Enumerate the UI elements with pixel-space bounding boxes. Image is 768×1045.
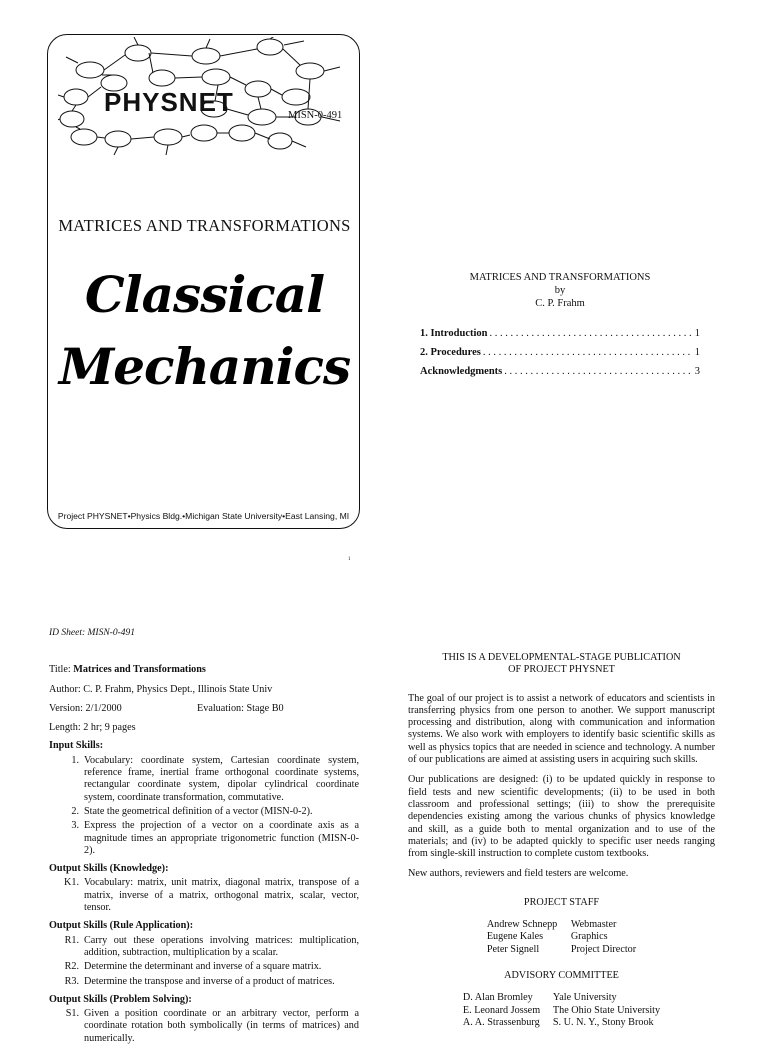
list-item (49, 806, 359, 818)
toc-entry[interactable] (420, 366, 700, 377)
item-text: Given a position coordinate or an arbitrary vector, perform a coordinate rotation both symbolically (in terms of matrices) and numerically. (84, 1008, 359, 1044)
project-staff-table (408, 919, 715, 956)
list-item (49, 820, 359, 857)
list-item (49, 755, 359, 804)
dev-paragraph-3: New authors, reviewers and field testers are welcome. (408, 868, 629, 880)
item-text: Express the projection of a vector on a coordinate axis as a magnitude times an appropriate trigonometric function (MISN-0-2). (84, 820, 359, 856)
toc-by: by (554, 285, 566, 296)
input-skills-heading-text: Input Skills (49, 740, 100, 752)
toc-leader (483, 347, 693, 358)
list-item (49, 1008, 359, 1045)
input-skills-heading: Input Skills: (49, 740, 104, 752)
id-sheet-caption: ID Sheet: MISN-0-491 (49, 628, 136, 638)
developmental-publication (408, 652, 715, 1029)
advisor-org: The Ohio State University (552, 1004, 661, 1016)
toc-entry-label: 2. Procedures (420, 347, 481, 358)
toc-entry-label: 1. Introduction (420, 328, 488, 339)
toc-leader (490, 328, 693, 339)
advisor-name: E. Leonard Jossem (462, 1004, 541, 1016)
item-text: State the geometrical definition of a vector (MISN-0-2). (84, 805, 313, 817)
staff-name: Eugene Kales (486, 931, 544, 943)
cover-card (47, 34, 360, 529)
list-item (49, 877, 359, 914)
dev-paragraph-1: The goal of our project is to assist a network of educators and scientists in transferring physics from one person to another. We support manuscript processing and distribution, along with communication and information systems. We also work with employers to identify basic scientific skills as well as physics topics that are needed in science and technology. A number of our publications are aimed at assisting users in acquiring such skills. (408, 692, 715, 766)
item-number: S1. (65, 1008, 79, 1020)
module-id: MISN-0-491 (288, 110, 343, 121)
author-line: Author: C. P. Frahm, Physics Dept., Illinois State Univ (49, 683, 273, 695)
cover-footer: Project PHYSNET•Physics Bldg.•Michigan State University•East Lansing, MI (57, 511, 350, 521)
rule-skills-heading: Output Skills (Rule Application): (49, 920, 194, 932)
item-number: R1. (64, 934, 79, 946)
staff-name: Peter Signell (486, 943, 540, 955)
advisor-name: A. A. Strassenburg (462, 1016, 540, 1028)
staff-name: Andrew Schnepp (486, 919, 558, 931)
version-line: Version: 2/1/2000 (49, 702, 122, 714)
title-label: Title: (49, 664, 74, 676)
toc-entry[interactable] (420, 347, 700, 358)
physnet-logo-text: PHYSNET (104, 87, 234, 117)
item-number: K1. (64, 877, 79, 889)
advisor-name: D. Alan Bromley (462, 992, 533, 1004)
item-number: 1. (71, 754, 79, 766)
toc-entry-page: 3 (694, 366, 700, 377)
rule-skills-heading-text: Output Skills (Rule Application) (49, 920, 190, 932)
item-number: 2. (71, 805, 79, 817)
length-line: Length: 2 hr; 9 pages (49, 722, 136, 734)
knowledge-skills-heading-text: Output Skills (Knowledge) (49, 863, 166, 875)
list-item (49, 961, 359, 973)
problem-skills-heading-text: Output Skills (Problem Solving) (49, 993, 189, 1005)
toc-entry-label: Acknowledgments (420, 366, 503, 377)
project-staff-heading: PROJECT STAFF (523, 896, 600, 908)
advisor-org: S. U. N. Y., Stony Brook (552, 1016, 654, 1028)
list-item (49, 976, 359, 988)
cover-word-classical: Classical (84, 265, 325, 324)
toc-author: C. P. Frahm (535, 298, 585, 309)
staff-role: Webmaster (570, 919, 617, 931)
staff-role: Graphics (570, 931, 608, 943)
title-line (49, 664, 359, 676)
item-number: R3. (64, 975, 79, 987)
toc-leader (504, 366, 692, 377)
toc-entry-page: 1 (694, 328, 700, 339)
toc-entry[interactable] (420, 328, 700, 339)
item-number: R2. (64, 961, 79, 973)
version-evaluation-line (49, 703, 359, 715)
knowledge-skills-heading: Output Skills (Knowledge): (49, 863, 169, 875)
toc-entry-page: 1 (694, 347, 700, 358)
list-item (49, 935, 359, 960)
item-text: Carry out these operations involving matrices: multiplication, addition, subtraction, multiplication by a scalar. (84, 934, 359, 958)
cover-word-mechanics: Mechanics (58, 337, 351, 396)
advisor-org: Yale University (552, 992, 617, 1004)
evaluation-line: Evaluation: Stage B0 (197, 702, 284, 714)
item-text: Vocabulary: coordinate system, Cartesian coordinate system, reference frame, inertial frame orthogonal coordinate systems, rectangular coordinate system, dipolar cylindrical coordinate system, coordinate transformation, commutative. (84, 754, 359, 803)
title-value: Matrices and Transformations (73, 664, 206, 676)
dev-heading-2: OF PROJECT PHYSNET (508, 664, 615, 676)
page-mark: 1 (348, 557, 351, 562)
id-sheet (49, 627, 359, 1045)
item-text: Determine the transpose and inverse of a product of matrices. (84, 975, 335, 987)
item-text: Vocabulary: matrix, unit matrix, diagonal matrix, transpose of a matrix, inverse of a matrix, orthogonal matrix, scalar, vector, tensor. (84, 877, 359, 914)
toc-title: MATRICES AND TRANSFORMATIONS (469, 272, 651, 283)
dev-heading-1: THIS IS A DEVELOPMENTAL-STAGE PUBLICATION (442, 652, 681, 663)
advisory-committee-heading: ADVISORY COMMITTEE (504, 969, 619, 981)
staff-role: Project Director (570, 943, 637, 955)
cover-title: MATRICES AND TRANSFORMATIONS (58, 216, 351, 235)
item-number: 3. (71, 820, 79, 832)
dev-paragraph-2: Our publications are designed: (i) to be updated quickly in response to field tests and new scientific developments; (ii) to be used in both classroom and professional settings; (iii) to show the prerequisite dependencies existing among the various chunks of physics knowledge and skill, as a guide both to mental organization and to use of the materials; and (iv) to be adapted quickly to specific user needs ranging from single-skill instruction to complete custom textbooks. (408, 774, 715, 860)
problem-skills-heading: Output Skills (Problem Solving): (49, 993, 192, 1005)
item-text: Determine the determinant and inverse of a square matrix. (84, 961, 322, 973)
table-of-contents (420, 271, 700, 377)
